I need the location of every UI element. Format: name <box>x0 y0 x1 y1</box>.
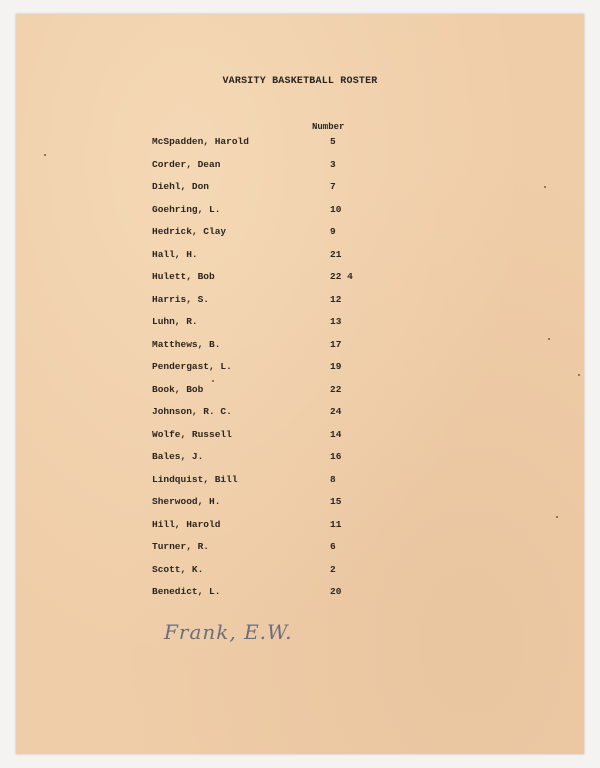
player-number: 9 <box>330 226 336 237</box>
handwritten-signature: Frank, E.W. <box>164 620 293 644</box>
roster-row <box>152 204 452 227</box>
paper-speck <box>556 516 558 518</box>
paper-speck <box>548 338 550 340</box>
player-number: 11 <box>330 518 342 530</box>
roster-row <box>152 294 452 317</box>
player-number: 15 <box>330 496 342 507</box>
player-number: 2 <box>330 563 336 575</box>
document-title: VARSITY BASKETBALL ROSTER <box>222 76 378 87</box>
player-name: Hedrick, Clay <box>152 226 227 237</box>
document-page <box>16 14 584 754</box>
paper-speck <box>544 186 546 188</box>
roster-row <box>152 406 452 429</box>
player-name: Hulett, Bob <box>152 271 215 282</box>
player-number: 5 <box>330 136 336 147</box>
player-name: Hall, H. <box>152 248 198 260</box>
player-number: 17 <box>330 338 342 350</box>
roster-row <box>152 181 452 204</box>
player-name: Sherwood, H. <box>152 496 221 507</box>
roster-row <box>152 316 452 339</box>
number-column-header: Number <box>312 122 345 132</box>
player-number: 8 <box>330 473 336 485</box>
player-name: Goehring, L. <box>152 203 221 215</box>
player-name: Bales, J. <box>152 451 204 462</box>
roster-row <box>152 339 452 362</box>
player-number: 13 <box>330 316 342 327</box>
player-number: 16 <box>330 451 342 462</box>
roster-row <box>152 496 452 519</box>
player-name: Corder, Dean <box>152 158 221 170</box>
roster-row <box>152 226 452 249</box>
roster-list <box>152 136 452 609</box>
player-number: 6 <box>330 541 336 552</box>
roster-row <box>152 541 452 564</box>
player-name: Harris, S. <box>152 293 210 305</box>
player-number: 21 <box>330 248 342 260</box>
player-number: 3 <box>330 158 336 170</box>
player-number: 14 <box>330 428 342 440</box>
player-number: 24 <box>330 406 342 417</box>
player-name: Scott, K. <box>152 563 204 575</box>
roster-row <box>152 586 452 609</box>
player-name: Turner, R. <box>152 541 210 552</box>
player-number: 19 <box>330 361 342 372</box>
player-number: 10 <box>330 203 342 215</box>
roster-row <box>152 361 452 384</box>
player-name: McSpadden, Harold <box>152 136 249 147</box>
player-number: 7 <box>330 181 336 192</box>
roster-row <box>152 249 452 272</box>
player-number: 22 <box>330 383 342 395</box>
player-number: 12 <box>330 293 342 305</box>
player-name: Benedict, L. <box>152 586 221 597</box>
player-name: Johnson, R. C. <box>152 406 232 417</box>
roster-row <box>152 159 452 182</box>
player-name: Hill, Harold <box>152 518 221 530</box>
roster-row <box>152 429 452 452</box>
roster-row <box>152 519 452 542</box>
roster-row <box>152 136 452 159</box>
player-name: Book, Bob <box>152 383 204 395</box>
player-name: Matthews, B. <box>152 338 221 350</box>
roster-row <box>152 271 452 294</box>
player-name: Luhn, R. <box>152 316 198 327</box>
paper-speck <box>44 154 46 156</box>
player-name: Wolfe, Russell <box>152 428 232 440</box>
paper-speck <box>212 380 214 382</box>
player-number: 22 4 <box>330 271 353 282</box>
roster-row <box>152 451 452 474</box>
roster-row <box>152 474 452 497</box>
roster-row <box>152 564 452 587</box>
player-number: 20 <box>330 586 342 597</box>
player-name: Lindquist, Bill <box>152 473 238 485</box>
roster-row <box>152 384 452 407</box>
player-name: Diehl, Don <box>152 181 210 192</box>
paper-speck <box>578 374 580 376</box>
player-name: Pendergast, L. <box>152 361 232 372</box>
